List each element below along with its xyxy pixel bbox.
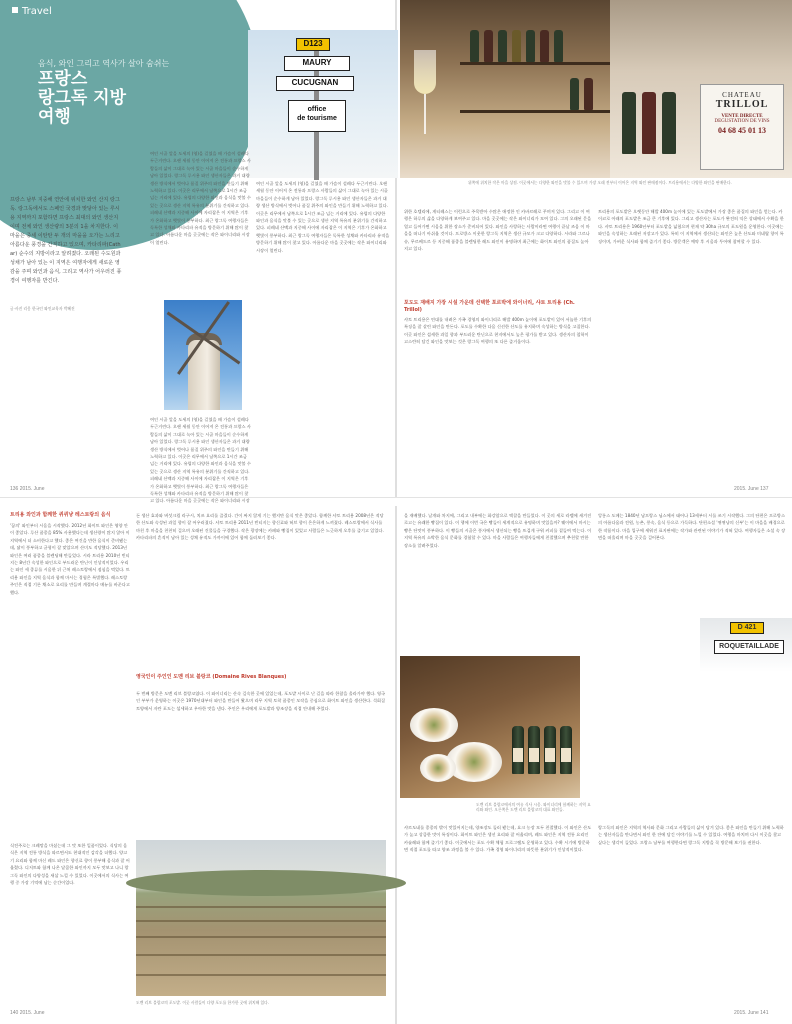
tourism-office-sign — [288, 100, 346, 132]
town-sign-maury: MAURY — [284, 56, 350, 71]
chateau-sign-name: TRILLOL — [715, 99, 769, 110]
bottle-label — [545, 748, 555, 762]
page-footer-left — [10, 486, 44, 492]
column-3-heading: 포도도 재배지 가장 시설 가운데 선택한 포르박에 와이너리, 샤토 트리용 (Ch. Trillol) — [404, 300, 575, 313]
article-title — [38, 70, 126, 127]
bottle — [470, 30, 479, 62]
page-number: 140 — [10, 1010, 19, 1016]
shelf — [460, 110, 610, 113]
bottom-body-column-3b: 샤르도네를 종종의 밖이 맛있어지는데, 양조장도 둘러 봤는데, 요크 농장 모두 친절했다. 이 와인은 산도가 높고 상큼한 맛이 특징이다. 화이트 와인은 생선 요리와 잘 어울리며, 레드 와인은 지역 전통 요리인 카술레와 함께 즐기기 좋다. 이곳에서는 포도 수확 체험 프로그램도 운영하고 있다. 수확 시기에 방문하면 직접 포도를 따고 양조 과정을 볼 수 있다. 가족 경영 와이너리의 따뜻한 분위기가 인상적이었다. — [404, 825, 592, 853]
top-spread — [0, 0, 792, 504]
body-column-2: 여인 시골 앞을 도세의 (영)을 길였을 때 가슴이 설레다 두근거린다. 오랜 세월 동안 이어져 온 전통과 프랑스 사람들의 삶이 그대로 녹아 있는 시골 마을들이 순수하게 남아 있었다. 랑그독 루시용 와인 생산자들은 과거 대량 생산 방식에서 벗어나 품질 위주의 와인을 만들기 위해 노력하고 있다. 이곳은 리무에서 남쪽으로 1시간 조금 넘는 거리에 있다. 유럽의 다양한 와인과 음식을 맛볼 수 있는 곳으로 생산 지역 특유의 분위기를 간직하고 있다. 피레네 산맥과 지중해 사이에 자리잡은 이 지역은 기후가 온화하고 햇빛이 풍부하다. 최근 랑그독 여행자들은 독특한 성채와 카타리파 유적을 방문하기 위해 많이 찾고 있다. 아름다운 마을 곳곳에는 작은 와이너리와 시장이 열린다. — [150, 151, 251, 245]
bottom-body-column-4b: 랑그독의 와인은 지역의 역사와 문화 그리고 사람들의 삶이 담겨 있다. 좋은 와인을 만들기 위해 노력하는 생산자들을 만나면서 와인 한 잔에 담긴 이야기를 느낄 수 있었다. 여행을 마치며 다시 이곳을 찾고 싶다는 생각이 들었다. 프랑스 남부를 여행한다면 랑그독 지방을 꼭 방문해 보기를 권한다. — [598, 825, 784, 845]
bottle-label — [561, 748, 571, 762]
wine-glass — [414, 50, 436, 94]
bottle-label — [513, 748, 523, 762]
vine-row — [136, 936, 386, 938]
issue-date: 2015. June — [19, 1010, 45, 1016]
column-1-heading: 트리용 와인과 함께한 퀴퀴냥 레스토랑의 음식 — [10, 512, 111, 518]
wine-bottle — [544, 726, 556, 774]
bottom-body-column-1: '꿈의' 와인부터 시음을 시작했다. 2012년 화이트 와인은 영양 안이 좋았다. 루산 품종을 85% 사용했다는데 생산량이 많지 않아 이 지역에서 더 소비한다고 했다. 좋은 여건을 만한 음식이 준비됐는데, 닭이 풍부하고 균형이 잘 맞았으며 산미도 적당했다. 2013년 와인은 여러 품종을 블렌딩해 만들었다. 시라 트리용 2010년 빈티지는 8년간 숙성한 와인으로 부드러운 탄닌이 인상적이었다. 우리는 와인 세 종류를 시음한 뒤 근처 레스토랑에서 점심을 먹었다. 트리용 와인을 지역 음식과 함께 마시는 경험은 특별했다. 레스토랑 주인은 직접 기른 채소로 요리를 만들며 계절마다 메뉴를 바꾼다고 했다. — [10, 523, 130, 595]
bottom-body-column-2: 돈 생산 효과와 버섯크림 라구시, 치즈 요리를 즐겼다. 간이 짜지 않게 기는 했지만 음식 맛은 좋았다. 함께한 샤토 트리용 2008년은 적당한 산도와 숙성된 과일 향이 잘 어우러졌다. 샤토 트리용 2011년 빈티지는 향신료와 허브 향이 은은하게 느껴졌다. 레스토랑에서 식사를 마친 후 마을을 천천히 걸으며 오래된 건물들을 구경했다. 작은 광장에는 카페와 빵집이 있었고 사람들은 느긋하게 오후를 즐기고 있었다. 카타리파의 흔적이 남아 있는 성채 유적도 가까이에 있어 함께 둘러보기 좋다. — [136, 513, 384, 541]
section-label — [12, 6, 52, 17]
bottle — [642, 92, 656, 154]
bottle — [484, 30, 493, 62]
issue-date: 2015. June — [19, 486, 45, 492]
food-plate — [420, 754, 456, 782]
page-footer-right — [734, 1010, 768, 1016]
roquetaillade-sign-photo — [700, 618, 792, 672]
article-subtitle: 음식, 와인 그리고 역사가 살아 숨쉬는 — [38, 59, 170, 68]
bottle — [554, 30, 563, 62]
page-footer-right — [734, 486, 768, 492]
chateau-sign-phone: 04 68 45 01 13 — [718, 126, 766, 135]
vineyard-hill — [126, 870, 406, 896]
body-column-2c: 여인 시골 앞을 도세의 (영)을 길였을 때 가슴이 설레다 두근거린다. 오랜 세월 동안 이어져 온 전통과 프랑스 사람들의 삶이 그대로 녹아 있는 시골 마을들이 순수하게 남아 있었다. 랑그독 루시용 와인 생산자들은 과거 대량 생산 방식에서 벗어나 품질 위주의 와인을 만들기 위해 노력하고 있다. 이곳은 리무에서 남쪽으로 1시간 조금 넘는 거리에 있다. 유럽의 다양한 와인과 음식을 맛볼 수 있는 곳으로 생산 지역 특유의 분위기를 간직하고 있다. 피레네 산맥과 지중해 사이에 자리잡은 이 지역은 기후가 온화하고 햇빛이 풍부하다. 최근 랑그독 여행자들은 독특한 성채와 카타리파 유적을 방문하기 위해 많이 찾고 있다. 아름다운 마을 곳곳에는 작은 와이너리와 시장 — [150, 417, 251, 504]
chateau-sign-line: VENTE DIRECTE — [721, 114, 763, 119]
vine-row — [136, 974, 386, 976]
road-sign-photo — [248, 30, 398, 178]
vineyard-caption: 도멘 리브 블랑코의 포도밭. 이곳 사람들이 다양 포도를 한가한 곳에 위치해 있다. — [136, 1000, 270, 1005]
bottle — [622, 92, 636, 154]
body-column-3: 위한 호텔리에, 게티레스는 이런으로 주목받아 수많은 애정한 인 카바르레로 꾸며져 있다. 그리고 이 여행은 하루의 삶을 다양하게 보여주고 있다. 마을 곳곳에는 작은 와이너리가 모여 있다. 그의 오래된 문을 열고 들어가면 시음을 위한 장소가 준비되어 있다. 와인을 사랑하는 사람이라면 여행이 끝날 즈음 이 마을을 떠나기 아쉬울 것이다. 프로방스 이웃한 랑그독 지역은 생산 규모가 크고 다양하다. 시라와 그르나슈, 무르베드르 등 지중해 품종을 블렌딩한 레드 와인이 유명하며 최근에는 화이트 와인의 품질도 높아지고 있다. — [404, 209, 592, 252]
office-line: de tourisme — [297, 115, 337, 122]
issue-date: 2015. June — [734, 1010, 759, 1016]
wine-shop-caption: 위쪽에 위치한 작은 마을 상점. 이곳에서는 다양한 와인을 맛볼 수 있으며 가장 오래 전부터 이어온 지역 와인 판매점이다. 트리용에서는 다양한 와인을 판매한다. — [468, 180, 732, 185]
road-number-sign: D123 — [296, 38, 330, 51]
bottle — [570, 78, 579, 110]
issue-date: 2015. June — [734, 486, 759, 492]
body-column-2b: 여인 시골 앞을 도세의 (영)을 길였을 때 가슴이 설레다 두근거린다. 오랜 세월 동안 이어져 온 전통과 프랑스 사람들의 삶이 그대로 녹아 있는 시골 마을들이 순수하게 남아 있었다. 랑그독 루시용 와인 생산자들은 과거 대량 생산 방식에서 벗어나 품질 위주의 와인을 만들기 위해 노력하고 있다. 이곳은 리무에서 남쪽으로 1시간 조금 넘는 거리에 있다. 유럽의 다양한 와인과 음식을 맛볼 수 있는 곳으로 생산 지역 특유의 분위기를 간직하고 있다. 피레네 산맥과 지중해 사이에 자리잡은 이 지역은 기후가 온화하고 햇빛이 풍부하다. 최근 랑그독 여행자들은 독특한 성채와 카타리파 유적을 방문하기 위해 많이 찾고 있다. 아름다운 마을 곳곳에는 작은 와이너리와 시장이 열린다. — [256, 181, 390, 253]
windmill-photo — [164, 300, 242, 410]
page-number: 137 — [760, 486, 769, 492]
title-line: 랑그독 지방 — [38, 88, 127, 108]
section-marker-icon — [12, 7, 18, 13]
restaurant-photo — [400, 656, 580, 798]
bottle — [526, 30, 535, 62]
chateau-sign — [700, 84, 784, 170]
wine-bottle — [560, 726, 572, 774]
wine-bottle — [512, 726, 524, 774]
intro-credit: 글·사진 리옹 한국인 와인교육자 박혜진 — [10, 306, 75, 311]
windmill-blade — [167, 312, 205, 340]
body-column-3b: 샤토 트리용은 연대를 내려온 가족 경영의 와이너리로 해발 400m 높이에 포도밭이 있어 서늘한 기후의 특징을 잘 살린 와인을 만든다. 포도를 수확한 다음 신선한 산도를 유지하며 숙성하는 방식을 고집한다. 이곳 와인은 섬세한 과일 향과 부드러운 탄닌으로 현지에서도 높은 평가를 받고 있다. 생산자의 철학이 고스란히 담긴 와인을 맛보는 것은 랑그독 여행의 또 다른 즐거움이다. — [404, 317, 592, 345]
bottom-body-column-1b: 식전주로는 크레망을 마셨는데 그 맛 또한 일품이었다. 식당의 음식은 지역 전통 방식을 따르면서도 현대적인 감각을 더했다. 양고기 요리와 함께 마신 레드 와인은 향신료 향이 풍부해 음식과 잘 어울렸다. 디저트와 함께 나온 달콤한 와인까지 모두 맛보고 나니 랑그독 와인의 다양성을 새삼 느낄 수 있었다. 이곳에서의 식사는 여행 중 가장 기억에 남는 순간이었다. — [10, 843, 130, 886]
food-plate — [410, 708, 458, 742]
shelf — [460, 62, 610, 65]
title-line: 여행 — [38, 107, 71, 127]
chateau-sign-line: CHATEAU — [722, 91, 762, 99]
intro-paragraph: 프랑스 남부 지중해 연안에 위치한 와인 산지 랑그독. 랑그독에서도 스페인 국경과 맞닿아 있는 루시용 지역까지 포함하면 프랑스 최대의 와인 생산지이며 전체 와인 생산량의 3분의 1을 차지한다. 이 마을은 중세 이탄탄 두 개의 마을을 오가는 느리고 아름다운 풍경을 간직하고 있으며, 카타리파(Cathar) 순수의 지방이라고 알려졌다. 오래된 수도원과 성채가 남아 있는 이 지역은 여행자에게 새로운 영감을 주며 와인과 음식, 그리고 역사가 어우러진 풍경이 여행자를 반긴다. — [10, 197, 122, 284]
bottom-body-column-2b: 두 번째 방문은 도멘 리브 블랑코였다. 이 와이너리는 산속 깊숙한 곳에 있었는데, 포도밭 사이로 난 길을 따라 한참을 올라가야 했다. 영국인 부부가 운영하는 이곳은 1970년대부터 와인을 만들어 왔으며 리무 지역 토착 품종인 모작을 중심으로 화이트 와인을 생산한다. 석회질 토양에서 자란 포도는 섬세하고 우아한 맛을 낸다. 주인은 우리에게 포도밭과 양조장을 직접 안내해 주었다. — [136, 691, 386, 711]
town-sign-roquetaillade: ROQUETAILLADE — [714, 640, 784, 654]
town-sign-cucugnan: CUCUGNAN — [276, 76, 354, 91]
gutter-bottom — [395, 506, 397, 1024]
bottle — [584, 78, 593, 110]
windmill-blade — [202, 301, 230, 339]
restaurant-caption: 도멘 리브 블랑코에서의 여유 식사 시음. 와이너리에 함께하는 지역 요리와 와인. 오른쪽은 도멘 리브 블랑코의 대표 와인들. — [476, 802, 591, 813]
bottle — [662, 92, 676, 154]
bottom-body-column-3: 을 재배했다. 날개와 차지에, 그리고 내부에는 화강암으로 액찰을 만들었다. 이 곳의 세로 라벨에 새겨진 로고는 유쾌한 빵집이 있다. 이 행에 이번 국은 빵들이 세계적으로 유명하며 맛있을까? 퀘이에서 마시는 빵은 단맛이 풍부하다. 이 빵들의 시골은 풍자에서 생산되는 빵을 뜨겁게 구워 커피를 곁들여 먹는다. 이 지역 특유의 소박한 음식 문화를 경험할 수 있다. 마을 사람들은 여행자들에게 친절했으며 추천할 만한 장소를 알려주었다. — [404, 513, 592, 548]
bottom-spread — [0, 506, 792, 1024]
wine-bottle — [528, 726, 540, 774]
chateau-trillol-photo — [610, 0, 792, 178]
page-number: 141 — [760, 1010, 769, 1016]
wine-glass-stem — [424, 94, 426, 134]
title-line: 프랑스 — [38, 69, 88, 89]
bottle — [498, 30, 507, 62]
vine-row — [136, 954, 386, 956]
bottle — [540, 30, 549, 62]
wine-shop-photo — [400, 0, 610, 178]
body-column-4: 트리용의 포도밭은 오랫동안 해발 400m 높이에 있는 포도밭에서 가장 좋은 품질의 와인을 얻는다. 카이코로 아래의 포도밭은 조금 큰 기후에 있다. 그리고 생산자는 포도가 완전히 익은 상태에서 수확을 한다. 샤토 트리용은 1960년부터 포도밭을 넓혔으며 현재 약 30ha 규모의 포도원을 운영한다. 이곳에는 와인을 숙성하는 오래된 저장고가 있다. 특히 이 지역에서 생산되는 와인은 높은 산도와 미네랄 향이 특징이며, 가벼운 식사와 함께 즐기기 좋다. 방문객은 예약 후 시음과 투어에 참여할 수 있다. — [598, 209, 784, 244]
bottle-label — [529, 748, 539, 762]
section-label-text: Travel — [22, 6, 52, 17]
vine-row — [136, 920, 386, 922]
page-number: 136 — [10, 486, 19, 492]
bottom-body-column-4: 앙롱스 도메는 1840년 남프랑스 님스에서 태어나 13세부터 시를 쓰기 시작했다. 그의 단편은 프로방스의 아름다움과 전원, 농촌, 풍속, 음식 등으로 가득하다. 단편소설 '퀴퀴냥의 신부'는 이 마을을 배경으로 한 작품이다. 마을 입구에 세워진 표지판에는 작가와 관련된 이야기가 적혀 있다. 여행자들은 소설 속 장면을 떠올리며 마을 곳곳을 걸어본다. — [598, 513, 786, 541]
chateau-sign-line: DEGUSTATION DE VINS — [714, 119, 770, 124]
vineyard-photo — [136, 840, 386, 996]
page-footer-left — [10, 1010, 44, 1016]
office-line: office — [307, 106, 327, 113]
column-2-heading: 영국인이 주인인 도멘 리브 블랑코 (Domaine Rives Blanques) — [136, 674, 287, 680]
bottle — [512, 30, 521, 62]
road-number-sign: D 421 — [730, 622, 764, 634]
vine-row — [136, 906, 386, 908]
